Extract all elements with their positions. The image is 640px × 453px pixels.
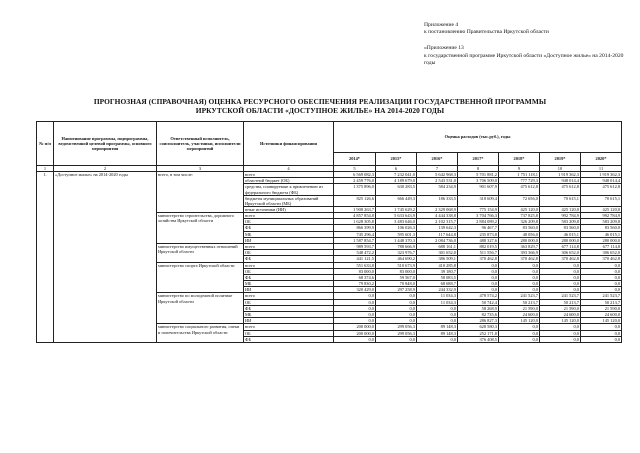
title-line-1: ПРОГНОЗНАЯ (СПРАВОЧНАЯ) ОЦЕНКА РЕСУРСНОГО ОБЕСПЕЧЕНИЯ РЕАЛИЗАЦИИ ГОСУДАРСТВЕННОЙ ПРОГРАММЫ [93, 97, 547, 106]
amount-cell: 320 429,0 [334, 287, 376, 293]
amount-cell: 68 374,6 [334, 274, 376, 280]
funding-source: ОБ [244, 268, 334, 274]
amount-cell: 745 296,4 [334, 231, 376, 237]
executor-cell: всего, в том числе: [157, 172, 244, 213]
amount-cell: 2 543 531,0 [417, 178, 458, 184]
amount-cell: 79 830,2 [334, 281, 376, 287]
amount-cell: 0,0 [376, 293, 417, 299]
amount-cell: 241 523,7 [499, 293, 540, 299]
amount-cell: 370 462,8 [499, 256, 540, 262]
header-program: Наименование программы, подпрограммы, ведомственной целевой программы, основного мероприятия [54, 122, 157, 166]
amount-cell: 145 120,0 [581, 318, 622, 324]
amount-cell: 301 652,0 [417, 250, 458, 256]
amount-cell: 252 171,8 [458, 330, 499, 336]
amount-cell: 584 234,9 [417, 184, 458, 195]
amount-cell: 1 628 305,8 [334, 219, 376, 225]
amount-cell: 363 829,7 [499, 243, 540, 249]
amount-cell: 306 652,0 [540, 250, 581, 256]
amount-cell: 0,0 [540, 268, 581, 274]
amount-cell: 50 213,7 [581, 299, 622, 305]
amount-cell: 595 601,3 [376, 231, 417, 237]
amount-cell: 583 209,8 [581, 219, 622, 225]
column-number: 7 [417, 166, 458, 172]
amount-cell: 475 612,8 [499, 184, 540, 195]
amount-cell: 2 884 089,2 [458, 219, 499, 225]
appendix-note [424, 22, 624, 76]
amount-cell: 280 000,0 [540, 237, 581, 243]
funding-source: ОБ [244, 219, 334, 225]
header-num: № п/п [37, 122, 54, 166]
amount-cell: 3 704 766,3 [458, 213, 499, 219]
amount-cell: 11 034,3 [417, 293, 458, 299]
amount-cell: 145 120,0 [540, 318, 581, 324]
amount-cell: 0,0 [458, 268, 499, 274]
amount-cell: 628 580,3 [458, 324, 499, 330]
resource-table [36, 121, 622, 343]
amount-cell: 241 523,7 [581, 293, 622, 299]
amount-cell: 0,0 [499, 336, 540, 342]
amount-cell: 89 148,3 [417, 324, 458, 330]
amount-cell: 948 014,4 [581, 178, 622, 184]
amount-cell: 788 666,9 [376, 243, 417, 249]
amount-cell: 0,0 [581, 330, 622, 336]
funding-source: МБ [244, 231, 334, 237]
amount-cell: 0,0 [499, 281, 540, 287]
funding-source: ОБ [244, 250, 334, 256]
appendix-line-3: «Приложение 13 [424, 45, 464, 52]
amount-cell: 2 102 315,7 [417, 219, 458, 225]
amount-cell: 6 569 082,3 [334, 172, 376, 178]
amount-cell: 0,0 [334, 318, 376, 324]
amount-cell: 1 919 362,3 [581, 172, 622, 178]
amount-cell: 0,0 [581, 262, 622, 268]
document-title [40, 97, 600, 116]
amount-cell: 280 000,0 [499, 237, 540, 243]
amount-cell: 83 000,0 [334, 268, 376, 274]
amount-cell: 70 615,1 [581, 195, 622, 206]
amount-cell: 21 590,0 [540, 305, 581, 311]
amount-cell: 425 120,0 [499, 206, 540, 212]
funding-source: МБ [244, 312, 334, 318]
amount-cell: 299 056,3 [376, 330, 417, 336]
funding-source: МБ [244, 281, 334, 287]
amount-cell: 70 848,0 [376, 281, 417, 287]
funding-source: всего [244, 213, 334, 219]
amount-cell: 370 462,8 [458, 256, 499, 262]
amount-cell: 0,0 [499, 268, 540, 274]
amount-cell: 0,0 [581, 336, 622, 342]
amount-cell: 83 000,0 [376, 268, 417, 274]
column-number: 10 [540, 166, 581, 172]
amount-cell: 297 258,9 [376, 287, 417, 293]
amount-cell: 11 034,3 [417, 299, 458, 305]
amount-cell: 0,0 [417, 318, 458, 324]
amount-cell: 0,0 [499, 287, 540, 293]
amount-cell: 241 523,7 [540, 293, 581, 299]
amount-cell: 3 483 646,0 [376, 219, 417, 225]
column-number: 2 [54, 166, 157, 172]
funding-source: всего [244, 172, 334, 178]
amount-cell: 376 408,5 [458, 336, 499, 342]
appendix-line-4: к государственной программе Иркутской области «Доступное жилье» на 2014-2020 годы [424, 52, 624, 66]
header-year: 2015* [376, 153, 417, 166]
amount-cell: 441 121,5 [334, 256, 376, 262]
funding-source: областной бюджет (ОБ) [244, 178, 334, 184]
appendix-line-2: к постановлению Правительства Иркутской области [424, 29, 549, 36]
amount-cell: 551 633,8 [334, 262, 376, 268]
amount-cell: 21 590,0 [581, 305, 622, 311]
amount-cell: 0,0 [581, 274, 622, 280]
amount-cell: 72 656,0 [499, 195, 540, 206]
amount-cell: 59 567,0 [376, 274, 417, 280]
funding-source: ФБ [244, 225, 334, 231]
funding-source: ФБ [244, 274, 334, 280]
amount-cell: 68 688,7 [417, 281, 458, 287]
header-executor: Ответственный исполнитель, соисполнитель, участники, исполнители мероприятий [157, 122, 244, 166]
executor-cell: министерство имущественных отношений Иркутской области [157, 243, 244, 262]
amount-cell: 286 827,3 [458, 318, 499, 324]
amount-cell: 0,0 [376, 299, 417, 305]
header-source: Источники финансирования [244, 122, 334, 166]
column-number: 8 [458, 166, 499, 172]
amount-cell: 0,0 [334, 299, 376, 305]
funding-source: ОБ [244, 330, 334, 336]
funding-source: всего [244, 243, 334, 249]
amount-cell: 0,0 [376, 318, 417, 324]
amount-cell: 0,0 [458, 274, 499, 280]
amount-cell: 0,0 [417, 305, 458, 311]
amount-cell: 0,0 [334, 312, 376, 318]
funding-source: всего [244, 293, 334, 299]
amount-cell: 0,0 [417, 312, 458, 318]
header-year: 2019* [540, 153, 581, 166]
amount-cell: 775 154,9 [458, 206, 499, 212]
funding-source: ФБ [244, 256, 334, 262]
amount-cell: 5 642 968,3 [417, 172, 458, 178]
header-year: 2018* [499, 153, 540, 166]
amount-cell: 511 556,7 [458, 250, 499, 256]
amount-cell: 425 120,0 [540, 206, 581, 212]
amount-cell: 0,0 [540, 330, 581, 336]
amount-cell: 58 268,9 [458, 305, 499, 311]
amount-cell: 583 209,8 [540, 219, 581, 225]
amount-cell: 425 120,0 [581, 206, 622, 212]
amount-cell: 2 329 068,9 [417, 206, 458, 212]
amount-cell: 2 084 736,0 [417, 237, 458, 243]
amount-cell: 992 784,9 [581, 213, 622, 219]
amount-cell: 117 644,8 [417, 231, 458, 237]
amount-cell: 5 701 881,2 [458, 172, 499, 178]
amount-cell: 280 000,0 [581, 237, 622, 243]
amount-cell: 46 015,1 [581, 231, 622, 237]
amount-cell: 410 285,8 [417, 262, 458, 268]
amount-cell: 1 919 362,3 [540, 172, 581, 178]
amount-cell: 488 327,6 [458, 237, 499, 243]
amount-cell: 0,0 [581, 268, 622, 274]
amount-cell: 370 462,8 [540, 256, 581, 262]
amount-cell: 0,0 [458, 287, 499, 293]
amount-cell: 0,0 [376, 305, 417, 311]
amount-cell: 48 056,0 [499, 231, 540, 237]
amount-cell: 323 976,7 [376, 250, 417, 256]
amount-cell: 0,0 [499, 274, 540, 280]
header-costs: Оценка расходов (тыс.руб.), годы [334, 122, 622, 153]
amount-cell: 7 232 041,0 [376, 172, 417, 178]
amount-cell: 326 209,8 [499, 219, 540, 225]
amount-cell: 866 399,9 [334, 225, 376, 231]
funding-source: ФБ [244, 305, 334, 311]
amount-cell: 992 784,9 [540, 213, 581, 219]
amount-cell: 0,0 [334, 305, 376, 311]
amount-cell: 70 615,1 [540, 195, 581, 206]
executor-cell: министерство строительства, дорожного хозяйства Иркутской области [157, 213, 244, 244]
column-number: 11 [581, 166, 622, 172]
amount-cell: 299 056,3 [376, 324, 417, 330]
header-year: 2014* [334, 153, 376, 166]
amount-cell: 0,0 [540, 336, 581, 342]
amount-cell: 948 014,4 [540, 178, 581, 184]
amount-cell: 4 444 338,8 [417, 213, 458, 219]
funding-source: всего [244, 324, 334, 330]
amount-cell: 630 283,5 [376, 184, 417, 195]
amount-cell: 200 000,0 [334, 330, 376, 336]
amount-cell: 106 026,3 [376, 225, 417, 231]
funding-source: всего [244, 262, 334, 268]
amount-cell: 1 448 370,3 [376, 237, 417, 243]
amount-cell: 58 083,5 [417, 274, 458, 280]
amount-cell: 24 600,0 [540, 312, 581, 318]
funding-source: ИИ [244, 318, 334, 324]
header-year: 2017* [458, 153, 499, 166]
amount-cell: 0,0 [458, 262, 499, 268]
amount-cell: 475 612,8 [540, 184, 581, 195]
amount-cell: 89 148,3 [417, 330, 458, 336]
funding-source: ФБ [244, 336, 334, 342]
funding-source: средства, планируемые к привлечению из федерального бюджета (ФБ) [244, 184, 334, 195]
amount-cell: 50 213,7 [499, 299, 540, 305]
amount-cell: 1 751 118,1 [499, 172, 540, 178]
amount-cell: 1 587 854,7 [334, 237, 376, 243]
executor-cell: министерство по молодежной политике Иркутской области [157, 293, 244, 324]
amount-cell: 386 509,1 [417, 256, 458, 262]
amount-cell: 0,0 [581, 287, 622, 293]
header-year: 2020* [581, 153, 622, 166]
amount-cell: 50 213,7 [540, 299, 581, 305]
amount-cell: 548 472,2 [334, 250, 376, 256]
column-number: 5 [334, 166, 376, 172]
column-number: 3 [157, 166, 244, 172]
amount-cell: 0,0 [417, 336, 458, 342]
amount-cell: 478 574,2 [458, 293, 499, 299]
amount-cell: 0,0 [499, 324, 540, 330]
amount-cell: 50 742,4 [458, 299, 499, 305]
amount-cell: 24 600,0 [581, 312, 622, 318]
amount-cell: 882 019,5 [458, 243, 499, 249]
amount-cell: 475 612,8 [581, 184, 622, 195]
amount-cell: 0,0 [458, 281, 499, 287]
amount-cell: 82 735,6 [458, 312, 499, 318]
amount-cell: 0,0 [334, 336, 376, 342]
amount-cell: 318 609,4 [458, 195, 499, 206]
amount-cell: 0,0 [540, 274, 581, 280]
amount-cell: 5 633 643,9 [376, 213, 417, 219]
funding-source: бюджеты муниципальных образований Иркутской области (МБ) [244, 195, 334, 206]
amount-cell: 0,0 [376, 312, 417, 318]
amount-cell: 0,0 [376, 336, 417, 342]
program-name: «Доступное жилье» на 2014-2020 годы [54, 172, 157, 343]
funding-source: ИИ [244, 287, 334, 293]
amount-cell: 0,0 [499, 262, 540, 268]
amount-cell: 2 459 776,0 [334, 178, 376, 184]
amount-cell: 1 908 263,7 [334, 206, 376, 212]
column-number: 9 [499, 166, 540, 172]
column-number: 4 [244, 166, 334, 172]
amount-cell: 0,0 [540, 281, 581, 287]
amount-cell: 677 114,8 [540, 243, 581, 249]
amount-cell: 0,0 [581, 324, 622, 330]
amount-cell: 83 560,0 [499, 225, 540, 231]
amount-cell: 306 652,0 [581, 250, 622, 256]
funding-source: ОБ [244, 299, 334, 305]
amount-cell: 777 729,3 [499, 178, 540, 184]
amount-cell: 24 600,0 [499, 312, 540, 318]
column-number: 1 [37, 166, 54, 172]
amount-cell: 4 189 679,0 [376, 178, 417, 184]
funding-source: иные источники (ИИ) [244, 206, 334, 212]
amount-cell: 1 375 896,0 [334, 184, 376, 195]
appendix-line-1: Приложение 4 [424, 22, 459, 28]
executor-cell: министерство спорта Иркутской области [157, 262, 244, 293]
funding-source: ИИ [244, 237, 334, 243]
amount-cell: 139 642,3 [417, 225, 458, 231]
amount-cell: 200 000,0 [334, 324, 376, 330]
amount-cell: 688 161,1 [417, 243, 458, 249]
amount-cell: 39 180,7 [417, 268, 458, 274]
amount-cell: 0,0 [540, 262, 581, 268]
amount-cell: 0,0 [540, 324, 581, 330]
title-line-2: ИРКУТСКОЙ ОБЛАСТИ «ДОСТУПНОЕ ЖИЛЬЕ» НА 2014-2020 ГОДЫ [195, 106, 445, 116]
amount-cell: 0,0 [334, 293, 376, 299]
amount-cell: 1 745 629,2 [376, 206, 417, 212]
amount-cell: 3 706 509,0 [458, 178, 499, 184]
header-year: 2016* [417, 153, 458, 166]
amount-cell: 393 366,9 [499, 250, 540, 256]
amount-cell: 83 560,0 [540, 225, 581, 231]
row-number: 1. [37, 172, 54, 343]
amount-cell: 825 126,6 [334, 195, 376, 206]
amount-cell: 46 015,1 [540, 231, 581, 237]
amount-cell: 244 332,9 [417, 287, 458, 293]
executor-cell: министерство социального развития, опеки и попечительства Иркутской области [157, 324, 244, 343]
amount-cell: 510 673,9 [376, 262, 417, 268]
amount-cell: 145 120,0 [499, 318, 540, 324]
amount-cell: 4 857 854,8 [334, 213, 376, 219]
amount-cell: 21 590,0 [499, 305, 540, 311]
amount-cell: 370 462,8 [581, 256, 622, 262]
amount-cell: 901 607,9 [458, 184, 499, 195]
amount-cell: 677 114,8 [581, 243, 622, 249]
amount-cell: 989 593,7 [334, 243, 376, 249]
amount-cell: 83 560,0 [581, 225, 622, 231]
column-number: 6 [376, 166, 417, 172]
amount-cell: 737 825,8 [499, 213, 540, 219]
amount-cell: 0,0 [540, 287, 581, 293]
amount-cell: 0,0 [499, 330, 540, 336]
amount-cell: 96 467,7 [458, 225, 499, 231]
amount-cell: 235 873,8 [458, 231, 499, 237]
amount-cell: 666 449,3 [376, 195, 417, 206]
amount-cell: 464 690,2 [376, 256, 417, 262]
amount-cell: 186 333,5 [417, 195, 458, 206]
amount-cell: 0,0 [581, 281, 622, 287]
